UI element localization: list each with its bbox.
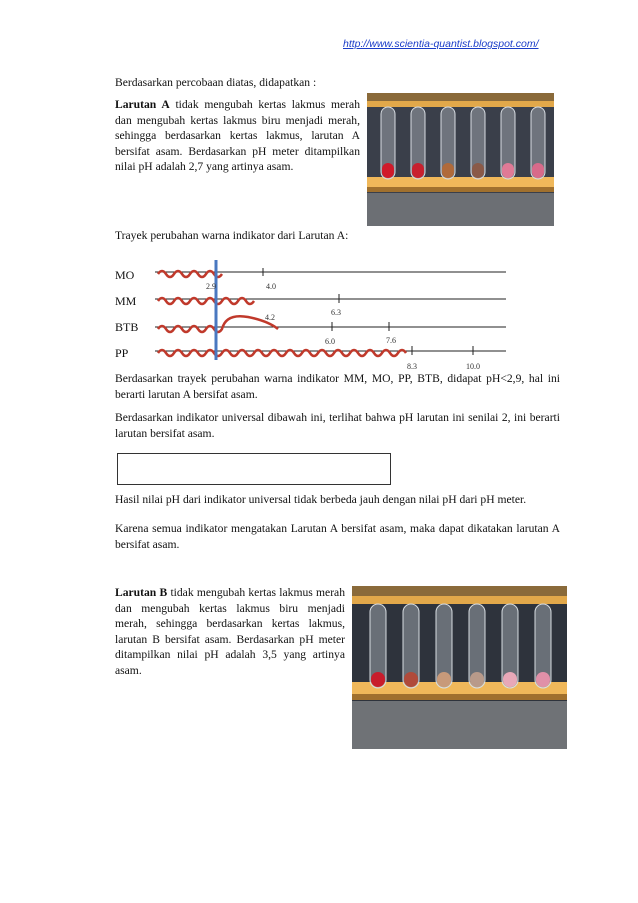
tube-liquid <box>412 163 424 178</box>
btb-tick-label-low: 6.0 <box>325 337 335 346</box>
solution-a-paragraph <box>115 97 360 175</box>
intro-text: Berdasarkan percobaan diatas, didapatkan : <box>115 76 317 89</box>
btb-tick-label-high: 7.6 <box>386 336 396 345</box>
btb-range-wave <box>158 316 278 332</box>
pp-tick-label-high: 10.0 <box>466 362 480 371</box>
universal-indicator-box <box>117 453 391 485</box>
indicator-label-btb: BTB <box>115 320 139 334</box>
tube-liquid <box>382 163 394 178</box>
indicator-label-pp: PP <box>115 346 129 360</box>
tube-liquid <box>437 672 451 687</box>
tube-liquid <box>404 672 418 687</box>
solution-b-paragraph <box>115 585 345 678</box>
tube-liquid <box>532 163 544 178</box>
final-conclusion-text: Karena semua indikator mengatakan Larutan A bersifat asam, maka dapat dikatakan larutan A bersifat asam. <box>115 522 560 551</box>
mo-tick-label-high: 4.0 <box>266 282 276 291</box>
tube-liquid <box>442 163 454 178</box>
header-url-link[interactable]: http://www.scientia-quantist.blogspot.com/ <box>343 38 539 50</box>
tube-liquid <box>371 672 385 687</box>
range-conclusion-text: Berdasarkan trayek perubahan warna indikator MM, MO, PP, BTB, didapat pH<2,9, hal ini berarti larutan A bersifat asam. <box>115 372 560 401</box>
indicator-label-mo: MO <box>115 268 135 282</box>
mo-tick-label-low: 2.9 <box>206 282 216 291</box>
tube-liquid <box>502 163 514 178</box>
tube-liquid <box>470 672 484 687</box>
result-comparison-text: Hasil nilai pH dari indikator universal tidak berbeda jauh dengan nilai pH dari pH meter. <box>115 493 527 506</box>
test-tubes-photo-b <box>352 586 567 749</box>
universal-indicator-text: Berdasarkan indikator universal dibawah ini, terlihat bahwa pH larutan ini senilai 2, ini berarti larutan bersifat asam. <box>115 411 560 440</box>
test-tubes-photo-a <box>367 93 554 226</box>
tube-liquid <box>503 672 517 687</box>
solution-a-name: Larutan A <box>115 98 170 111</box>
pp-tick-label-low: 8.3 <box>407 362 417 371</box>
solution-b-text: tidak mengubah kertas lakmus merah dan mengubah kertas lakmus biru menjadi merah, sehingga berdasarkan kertas lakmus, larutan B bersifat asam. Berdasarkan pH meter ditampilkan nilai pH adalah 3,5 yang artinya asam. <box>115 586 345 677</box>
tube-liquid <box>472 163 484 178</box>
solution-b-name: Larutan B <box>115 586 168 599</box>
mm-tick-label-high: 6.3 <box>331 308 341 317</box>
indicator-label-mm: MM <box>115 294 137 308</box>
solution-a-text: tidak mengubah kertas lakmus merah dan mengubah kertas lakmus biru menjadi merah, sehingga berdasarkan kertas lakmus, larutan A bersifat asam. Berdasarkan pH meter ditampilkan nilai pH adalah 2,7 yang artinya asam. <box>115 98 360 173</box>
range-heading: Trayek perubahan warna indikator dari Larutan A: <box>115 229 349 242</box>
mm-tick-label-low: 4.2 <box>265 313 275 322</box>
tube-liquid <box>536 672 550 687</box>
